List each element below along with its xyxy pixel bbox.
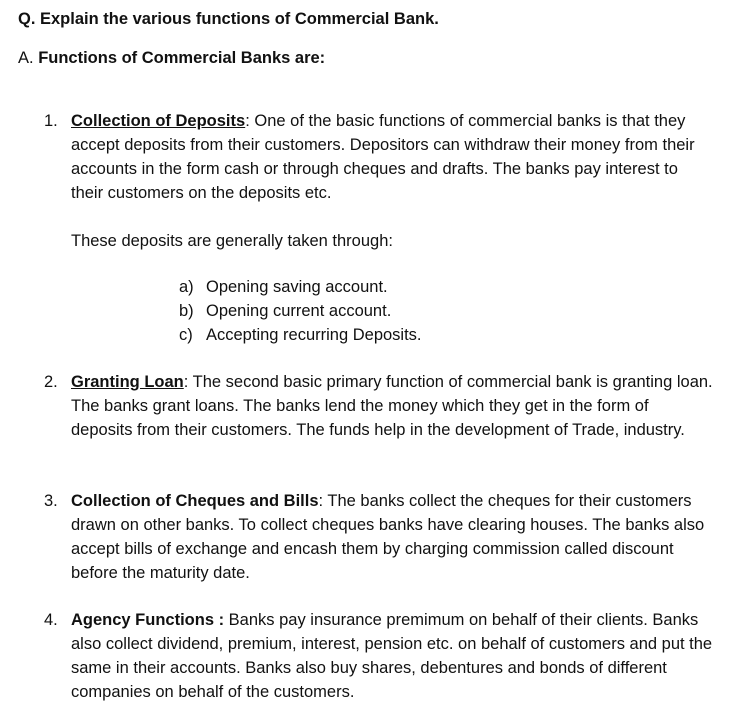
item-text: The banks collect the cheques for their customers drawn on other banks. To collect cheques banks have clearing houses. The banks also accept bills of exchange and encash them by charging commission called discount before the maturity date. [71,492,705,582]
list-number: 3. [44,492,58,510]
list-number: 2. [44,373,58,391]
list-number: 1. [44,112,58,130]
sublist-item [179,323,422,347]
list-item-agency-functions [44,608,714,704]
item-term: Agency Functions : [71,611,225,629]
sublist-text: Opening current account. [206,302,392,320]
sublist-marker: b) [179,302,194,320]
sublist-marker: a) [179,278,194,296]
question-heading: Q. Explain the various functions of Commercial Bank. [18,10,439,28]
sublist-item [179,299,422,323]
sublist-text: Accepting recurring Deposits. [206,326,422,344]
list-item-collection-of-deposits [44,109,714,205]
item-separator: : [318,492,324,510]
item-separator: : [183,373,189,391]
list-item-collection-of-cheques [44,489,714,585]
answer-prefix: A. [18,49,34,67]
deposits-intro: These deposits are generally taken through: [71,232,393,250]
item-term: Collection of Deposits [71,112,246,130]
deposit-types-list [179,275,422,347]
list-item-body [71,109,714,205]
list-item-granting-loan [44,370,714,442]
item-separator: : [245,112,250,130]
item-text: Banks pay insurance premimum on behalf of their clients. Banks also collect dividend, premium, interest, pension etc. on behalf of customers and put the same in their accounts. Banks also buy shares, debentures and bonds of different companies on behalf of the customers. [71,611,713,701]
item-term: Granting Loan [71,373,184,391]
sublist-item [179,275,422,299]
list-item-body [71,370,714,442]
item-text: The second basic primary function of commercial bank is granting loan. The banks grant loans. The banks lend the money which they get in the form of deposits from their customers. The funds help in the development of Trade, industry. [71,373,713,439]
answer-heading [18,48,325,68]
list-item-body [71,489,714,585]
sublist-marker: c) [179,326,193,344]
item-text: One of the basic functions of commercial banks is that they accept deposits from their customers. Depositors can withdraw their money from their accounts in the form cash or through cheques and drafts. The banks pay interest to their customers on the deposits etc. [71,112,695,202]
answer-title: Functions of Commercial Banks are: [38,49,326,67]
sublist-text: Opening saving account. [206,278,388,296]
item-term: Collection of Cheques and Bills [71,492,319,510]
list-number: 4. [44,611,58,629]
list-item-body [71,608,714,704]
